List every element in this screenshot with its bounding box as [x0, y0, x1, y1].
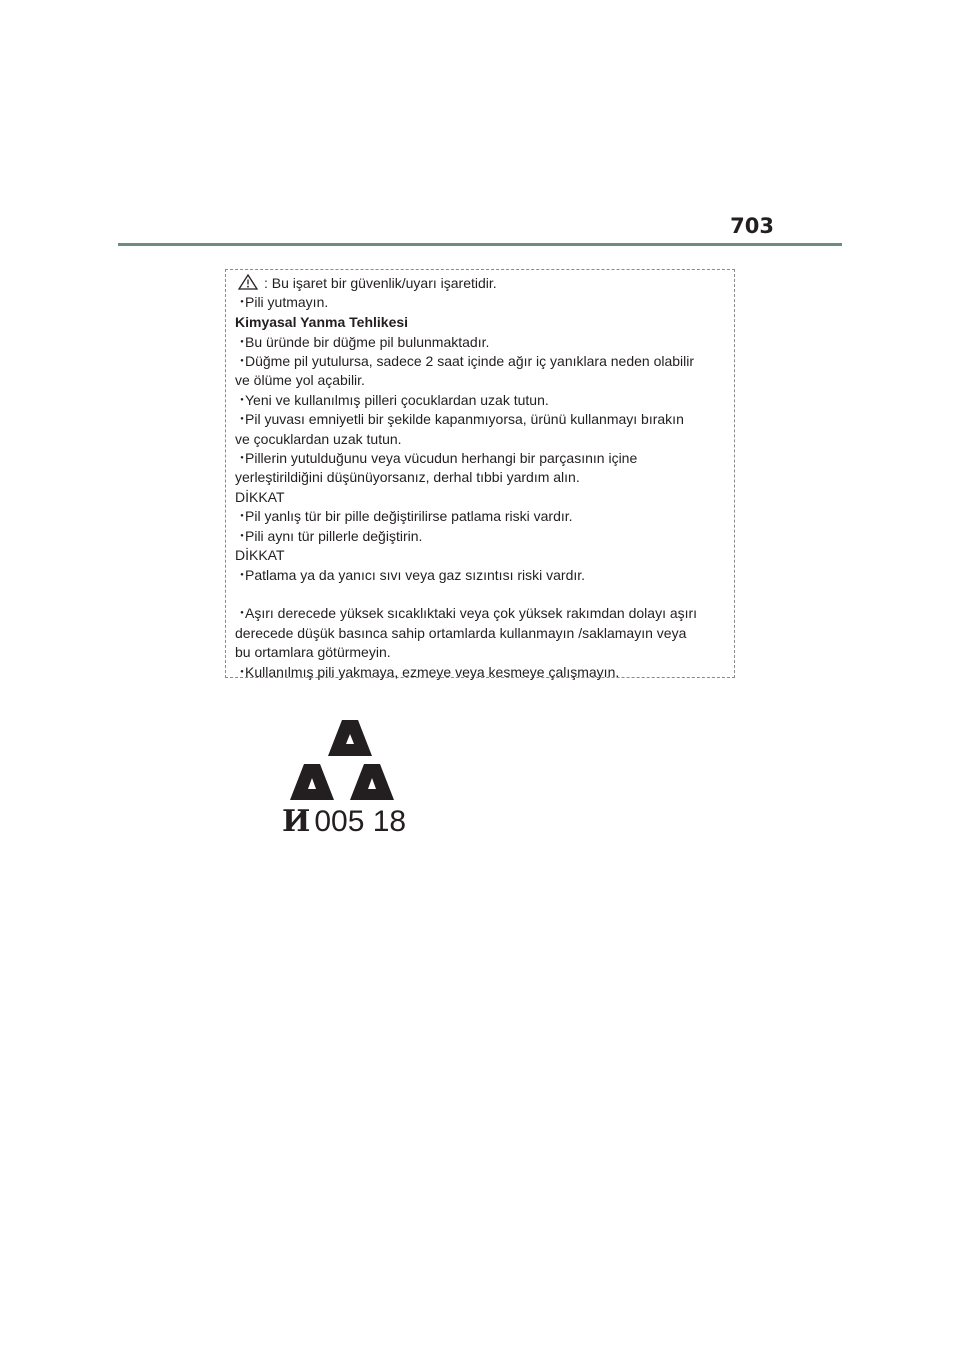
notice-line: [235, 333, 489, 351]
notice-line-text: Kimyasal Yanma Tehlikesi: [235, 314, 409, 330]
notice-line-text: Kullanılmış pili yakmaya, ezmeye veya kesmeye çalışmayın.: [245, 664, 620, 680]
notice-line: [235, 468, 580, 486]
certification-mark: [282, 804, 406, 840]
bullet-marker: ・: [235, 605, 249, 621]
notice-line: [235, 643, 391, 661]
warning-triangle-icon: [238, 274, 258, 290]
notice-line-text: Pili aynı tür pillerle değiştirin.: [245, 528, 423, 544]
notice-line-text: Pil yanlış tür bir pille değiştirilirse patlama riski vardır.: [245, 508, 573, 524]
notice-line: [235, 566, 585, 584]
bullet-marker: ・: [235, 567, 249, 583]
bullet-marker: ・: [235, 334, 249, 350]
notice-line: [235, 546, 285, 564]
notice-line: [235, 352, 694, 370]
notice-line: [235, 527, 422, 545]
notice-line: [235, 488, 285, 506]
bullet-marker: ・: [235, 353, 249, 369]
notice-line: [235, 507, 573, 525]
bullet-marker: ・: [235, 664, 249, 680]
notice-line-text: Pili yutmayın.: [245, 294, 329, 310]
notice-line-text: bu ortamlara götürmeyin.: [235, 644, 391, 660]
right-triangle-mark: [350, 764, 394, 800]
certification-letter: И: [282, 804, 311, 839]
notice-line-text: ve çocuklardan uzak tutun.: [235, 431, 402, 447]
notice-line-text: ve ölüme yol açabilir.: [235, 372, 365, 388]
notice-intro-text: : Bu işaret bir güvenlik/uyarı işaretidir.: [264, 275, 497, 291]
notice-line: [235, 430, 402, 448]
bullet-marker: ・: [235, 411, 249, 427]
page-number: 703: [730, 214, 774, 238]
certification-code: 005 18: [314, 805, 407, 838]
bullet-marker: ・: [235, 508, 249, 524]
notice-line-text: Pil yuvası emniyetli bir şekilde kapanmıyorsa, ürünü kullanmayı bırakın: [245, 411, 684, 427]
notice-line-text: Aşırı derecede yüksek sıcaklıktaki veya çok yüksek rakımdan dolayı aşırı: [245, 605, 698, 621]
notice-line-text: DİKKAT: [235, 489, 285, 505]
notice-line-text: DİKKAT: [235, 547, 285, 563]
bullet-marker: ・: [235, 294, 249, 310]
left-triangle-mark: [290, 764, 334, 800]
notice-line-text: Patlama ya da yanıcı sıvı veya gaz sızıntısı riski vardır.: [245, 567, 586, 583]
notice-line-text: Pillerin yutulduğunu veya vücudun herhangi bir parçasının içine: [245, 450, 638, 466]
notice-line: [235, 604, 697, 622]
notice-line: [235, 624, 686, 642]
notice-line-text: Yeni ve kullanılmış pilleri çocuklardan uzak tutun.: [245, 392, 549, 408]
bullet-marker: ・: [235, 450, 249, 466]
notice-line: [235, 293, 328, 311]
top-triangle-mark: [328, 720, 372, 756]
notice-line: [235, 391, 549, 409]
notice-line-text: Bu üründe bir düğme pil bulunmaktadır.: [245, 334, 490, 350]
notice-line: [235, 313, 408, 331]
notice-line: [235, 449, 637, 467]
notice-line: [235, 371, 365, 389]
notice-line-text: yerleştirildiğini düşünüyorsanız, derhal tıbbi yardım alın.: [235, 469, 580, 485]
notice-line-text: Düğme pil yutulursa, sadece 2 saat içinde ağır iç yanıklara neden olabilir: [245, 353, 695, 369]
notice-intro-line: [238, 274, 497, 292]
notice-line: [235, 410, 684, 428]
header-rule: [118, 243, 842, 246]
notice-line: [235, 663, 619, 681]
bullet-marker: ・: [235, 392, 249, 408]
bullet-marker: ・: [235, 528, 249, 544]
notice-line-text: derecede düşük basınca sahip ortamlarda kullanmayın /saklamayın veya: [235, 625, 687, 641]
